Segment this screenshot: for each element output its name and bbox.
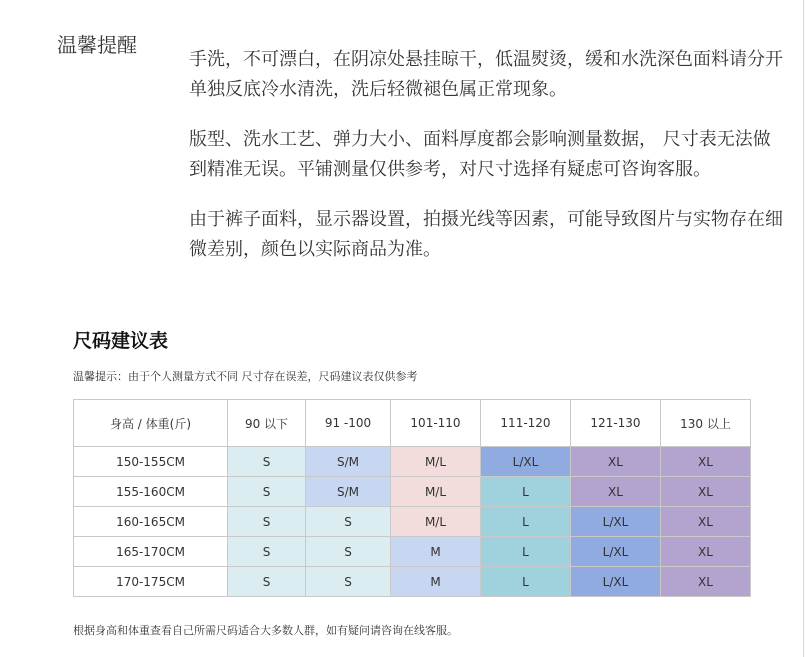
size-cell: L/XL bbox=[571, 507, 661, 537]
size-cell: XL bbox=[571, 477, 661, 507]
table-row bbox=[74, 507, 751, 537]
right-divider bbox=[803, 0, 804, 657]
height-range-cell: 165-170CM bbox=[74, 537, 228, 567]
notice-line: 手洗，不可漂白，在阴凉处悬挂晾干，低温熨烫，缓和水洗深色面料请分开 bbox=[189, 49, 783, 70]
header-cell: 91 -100 bbox=[306, 400, 391, 447]
size-chart-title: 尺码建议表 bbox=[73, 330, 169, 352]
size-cell: S bbox=[228, 507, 306, 537]
size-cell: XL bbox=[571, 447, 661, 477]
header-cell: 111-120 bbox=[481, 400, 571, 447]
height-range-cell: 160-165CM bbox=[74, 507, 228, 537]
notice-paragraph-measurement bbox=[189, 125, 794, 185]
table-row bbox=[74, 567, 751, 597]
header-cell: 101-110 bbox=[391, 400, 481, 447]
size-cell: M/L bbox=[391, 477, 481, 507]
table-row bbox=[74, 447, 751, 477]
size-cell: L bbox=[481, 567, 571, 597]
size-cell: M bbox=[391, 537, 481, 567]
height-range-cell: 150-155CM bbox=[74, 447, 228, 477]
size-cell: L bbox=[481, 507, 571, 537]
notice-paragraph-color bbox=[189, 205, 794, 265]
size-cell: L bbox=[481, 537, 571, 567]
size-chart-tip: 温馨提示：由于个人测量方式不同 尺寸存在误差，尺码建议表仅供参考 bbox=[73, 370, 418, 383]
height-range-cell: 155-160CM bbox=[74, 477, 228, 507]
table-row bbox=[74, 477, 751, 507]
size-cell: S bbox=[228, 447, 306, 477]
notice-line: 由于裤子面料，显示器设置，拍摄光线等因素，可能导致图片与实物存在细 bbox=[189, 209, 783, 230]
size-cell: S bbox=[306, 537, 391, 567]
header-cell: 121-130 bbox=[571, 400, 661, 447]
height-range-cell: 170-175CM bbox=[74, 567, 228, 597]
size-cell: L/XL bbox=[571, 537, 661, 567]
size-cell: XL bbox=[661, 507, 751, 537]
size-cell: S bbox=[228, 567, 306, 597]
size-cell: S/M bbox=[306, 447, 391, 477]
notice-line: 版型、洗水工艺、弹力大小、面料厚度都会影响测量数据， 尺寸表无法做 bbox=[189, 129, 771, 150]
notice-paragraph-care bbox=[189, 45, 794, 105]
size-table bbox=[73, 399, 751, 597]
size-cell: S/M bbox=[306, 477, 391, 507]
size-cell: XL bbox=[661, 567, 751, 597]
header-cell-height-weight: 身高 / 体重(斤) bbox=[74, 400, 228, 447]
header-cell: 130 以上 bbox=[661, 400, 751, 447]
size-cell: L bbox=[481, 477, 571, 507]
size-cell: L/XL bbox=[571, 567, 661, 597]
table-header-row bbox=[74, 400, 751, 447]
size-chart-footer-note: 根据身高和体重查看自己所需尺码适合大多数人群，如有疑问请咨询在线客服。 bbox=[73, 624, 458, 637]
size-cell: S bbox=[306, 567, 391, 597]
notice-body bbox=[189, 45, 794, 285]
notice-line: 微差别，颜色以实际商品为准。 bbox=[189, 239, 441, 260]
size-cell: XL bbox=[661, 477, 751, 507]
table-row bbox=[74, 537, 751, 567]
header-cell: 90 以下 bbox=[228, 400, 306, 447]
notice-line: 到精准无误。平铺测量仅供参考，对尺寸选择有疑虑可咨询客服。 bbox=[189, 159, 711, 180]
size-cell: M/L bbox=[391, 507, 481, 537]
size-cell: XL bbox=[661, 447, 751, 477]
size-cell: XL bbox=[661, 537, 751, 567]
notice-title: 温馨提醒 bbox=[57, 33, 137, 57]
size-cell: L/XL bbox=[481, 447, 571, 477]
size-cell: M bbox=[391, 567, 481, 597]
size-cell: S bbox=[228, 477, 306, 507]
size-cell: M/L bbox=[391, 447, 481, 477]
notice-line: 单独反底冷水清洗，洗后轻微褪色属正常现象。 bbox=[189, 79, 567, 100]
size-cell: S bbox=[306, 507, 391, 537]
size-cell: S bbox=[228, 537, 306, 567]
